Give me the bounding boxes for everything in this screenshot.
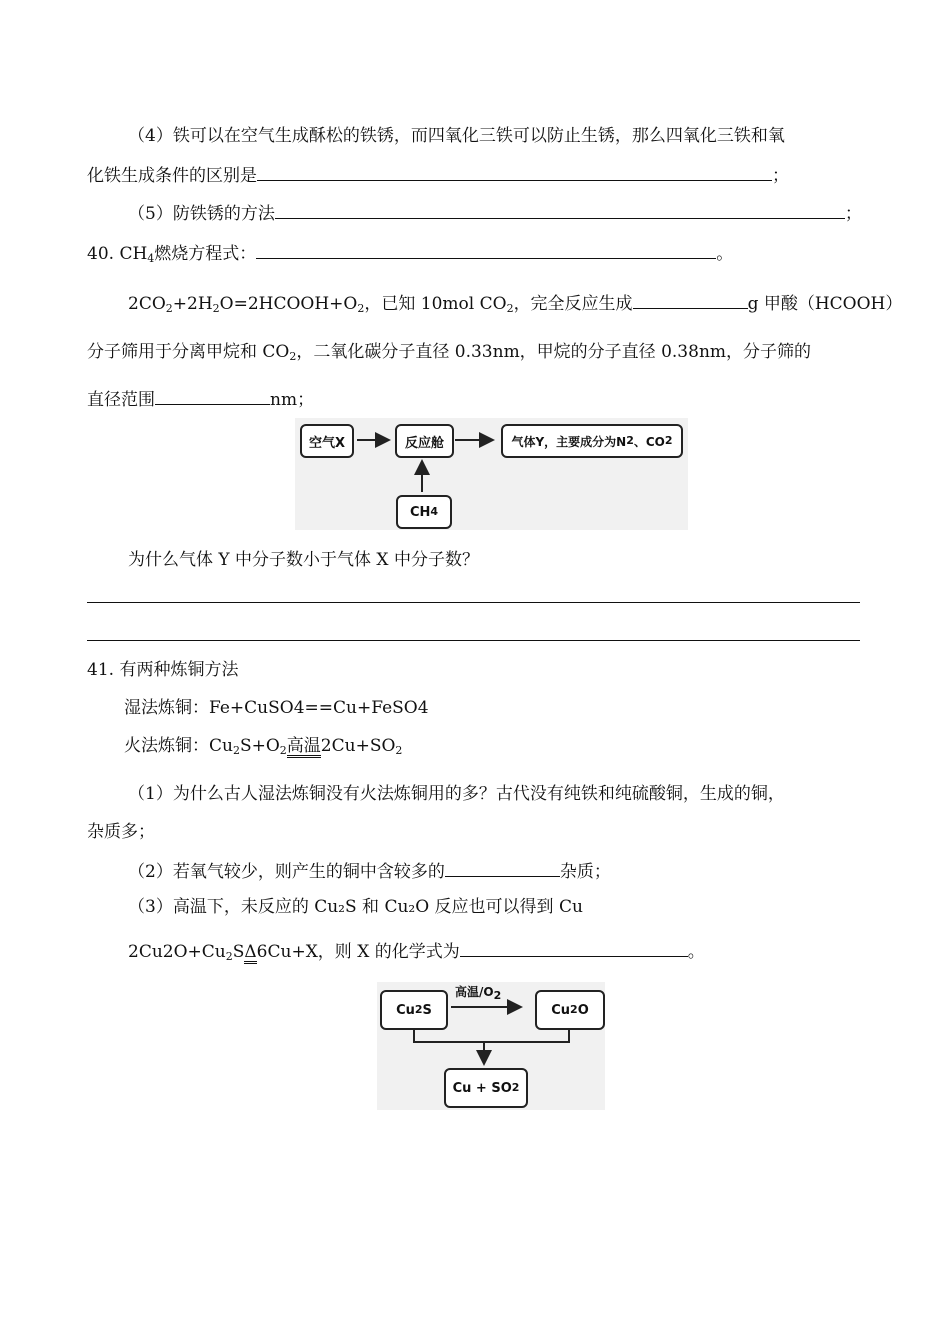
question-number: 40. xyxy=(87,244,115,264)
punct: 。 xyxy=(716,244,734,264)
eq-text: ，完全反应生成 xyxy=(513,294,633,314)
sieve-text: ，二氧化碳分子直径 0.33nm，甲烷的分子直径 0.38nm，分子筛的 xyxy=(296,342,812,362)
reactor-box: 反应舱 xyxy=(395,424,454,458)
q39-part5 xyxy=(128,200,862,226)
eq-text: ，已知 10mol CO xyxy=(364,294,507,314)
label: 火法炼铜： xyxy=(124,736,209,756)
q39-part4-line1: （4）铁可以在空气生成酥松的铁锈，而四氧化三铁可以防止生锈，那么四氧化三铁和氧 xyxy=(128,126,785,146)
q41-part3: （3）高温下，未反应的 Cu₂S 和 Cu₂O 反应也可以得到 Cu xyxy=(128,897,583,917)
q41-part2 xyxy=(128,858,611,884)
answer-line[interactable] xyxy=(87,640,860,641)
punct: ； xyxy=(772,166,789,186)
q40-ch4-equation: 40. $CH_4$燃烧方程式： 。 xyxy=(87,240,733,266)
answer-blank[interactable] xyxy=(256,240,716,259)
q40-question: 为什么气体 Y 中分子数小于气体 X 中分子数？ xyxy=(128,550,479,570)
cu2o-box: Cu 2 O xyxy=(535,990,605,1030)
answer-blank[interactable] xyxy=(633,290,748,309)
answer-line[interactable] xyxy=(87,602,860,603)
air-x-box: 空气X xyxy=(300,424,354,458)
punct: 。 xyxy=(687,942,705,962)
q41-wet-method: 湿法炼铜：Fe+CuSO4==Cu+FeSO4 xyxy=(124,698,429,718)
q41-title: 41. 有两种炼铜方法 xyxy=(87,660,239,680)
q41-part2-text: 杂质； xyxy=(559,862,611,882)
q41-flow-diagram xyxy=(377,982,605,1110)
q40-formic-equation: $2CO_2+2H_2O=2HCOOH+O_2$，已知 10mol $CO_2$，完全反应生成 g 甲酸（HCOOH） xyxy=(128,290,902,316)
sieve-text: 分子筛用于分离甲烷和 CO xyxy=(87,342,290,362)
q39-part4-text: 化铁生成条件的区别是 xyxy=(87,166,257,186)
gas-y-box: 气体Y，主要成分为N 2 、CO 2 xyxy=(501,424,683,458)
answer-blank[interactable] xyxy=(445,858,560,877)
answer-blank[interactable] xyxy=(155,386,270,405)
unit: nm； xyxy=(270,390,315,410)
punct: ； xyxy=(844,204,862,224)
q39-part5-text: （5）防铁锈的方法 xyxy=(128,204,275,224)
answer-blank[interactable] xyxy=(275,200,845,219)
label: 直径范围 xyxy=(87,390,155,410)
q40-sieve-line: 分子筛用于分离甲烷和 $CO_2$，二氧化碳分子直径 0.33nm，甲烷的分子直径 0.38nm，分子筛的 xyxy=(87,342,812,363)
eq-unit: g 甲酸（HCOOH） xyxy=(747,294,903,314)
answer-blank[interactable] xyxy=(257,162,772,181)
answer-blank[interactable] xyxy=(460,938,688,957)
condition-high-temp: 高温 xyxy=(286,736,321,756)
arrow-label: 高温$/O_2$ xyxy=(455,985,502,1002)
q40-sieve-range xyxy=(87,386,314,412)
q41-part1-line2: 杂质多； xyxy=(87,822,155,842)
label: 燃烧方程式： xyxy=(154,244,257,264)
q41-part1-line1: （1）为什么古人湿法炼铜没有火法炼铜用的多？古代没有纯铁和纯硫酸铜，生成的铜， xyxy=(128,784,785,804)
q41-fire-method: 火法炼铜：$Cu_2S+O_2$高温$2Cu+SO_2$ xyxy=(124,736,403,757)
q39-part4-line2 xyxy=(87,162,789,188)
q41-part3-equation: $2Cu2O+Cu_2S\Delta 6Cu+X$，则 X 的化学式为 。 xyxy=(128,938,705,964)
ch4-box: CH 4 xyxy=(396,495,452,529)
product-box: Cu + SO 2 xyxy=(444,1068,528,1108)
q41-part2-text: （2）若氧气较少，则产生的铜中含较多的 xyxy=(128,862,445,882)
q40-flow-diagram xyxy=(295,418,688,530)
eq-text: 6Cu+X，则 X 的化学式为 xyxy=(256,942,460,962)
cu2s-box: Cu 2 S xyxy=(380,990,448,1030)
